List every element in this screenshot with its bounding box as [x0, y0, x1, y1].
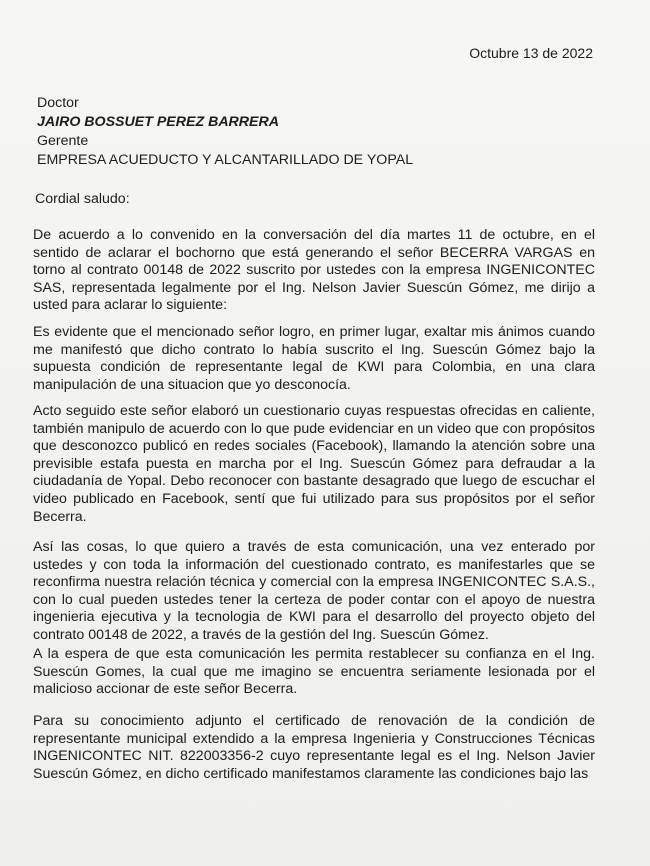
- letter-date: Octubre 13 de 2022: [469, 45, 593, 61]
- addressee-company: EMPRESA ACUEDUCTO Y ALCANTARILLADO DE YOPAL: [37, 152, 414, 168]
- addressee-position: Gerente: [37, 133, 89, 149]
- body-paragraph: A la espera de que esta comunicación les permita restablecer su confianza en el Ing. Suescún Gomes, la cual que me imagino se encuentra seriamente lesionada por el malicioso accionar de este señor Becerra.: [33, 646, 595, 698]
- body-paragraph: Para su conocimiento adjunto el certificado de renovación de la condición de representante municipal extendido a la empresa Ingenieria y Construcciones Técnicas INGENICONTEC NIT. 822003356-2 cuyo representante legal es el Ing. Nelson Javier Suescún Gómez, en dicho certificado manifestamos claramente las condiciones bajo las: [33, 713, 595, 782]
- body-paragraph: Es evidente que el mencionado señor logro, en primer lugar, exaltar mis ánimos cuando me manifestó que dicho contrato lo había suscrito el Ing. Suescún Gómez bajo la supuesta condición de representante legal de KWI para Colombia, en una clara manipulación de una situacion que yo desconocía.: [33, 324, 595, 393]
- addressee-title: Doctor: [37, 95, 79, 111]
- body-paragraph: De acuerdo a lo convenido en la conversación del día martes 11 de octubre, en el sentido de aclarar el bochorno que está generando el señor BECERRA VARGAS en torno al contrato 00148 de 2022 suscrito por ustedes con la empresa INGENICONTEC SAS, representada legalmente por el Ing. Nelson Javier Suescún Gómez, me dirijo a usted para aclarar lo siguiente:: [33, 227, 595, 314]
- greeting: Cordial saludo:: [35, 191, 130, 207]
- body-paragraph: Acto seguido este señor elaboró un cuestionario cuyas respuestas ofrecidas en caliente, también manipulo de acuerdo con lo que pude evidenciar en un video que con propósitos que desconozco publicó en redes sociales (Facebook), llamando la atención sobre una previsible estafa puesta en marcha por el Ing. Suescún Gómez para defraudar a la ciudadanía de Yopal. Debo reconocer con bastante desagrado que luego de escuchar el video publicado en Facebook, sentí que fui utilizado para sus propósitos por el señor Becerra.: [33, 403, 595, 525]
- body-paragraph: Así las cosas, lo que quiero a través de esta comunicación, una vez enterado por ustedes y con toda la información del cuestionado contrato, es manifestarles que se reconfirma nuestra relación técnica y comercial con la empresa INGENICONTEC S.A.S., con lo cual pueden ustedes tener la certeza de poder contar con el apoyo de nuestra ingenieria ejecutiva y la tecnologia de KWI para el desarrollo del proyecto objeto del contrato 00148 de 2022, a través de la gestión del Ing. Suescún Gómez.: [33, 539, 595, 643]
- addressee-block: [37, 94, 413, 170]
- addressee-name: JAIRO BOSSUET PEREZ BARRERA: [37, 114, 280, 130]
